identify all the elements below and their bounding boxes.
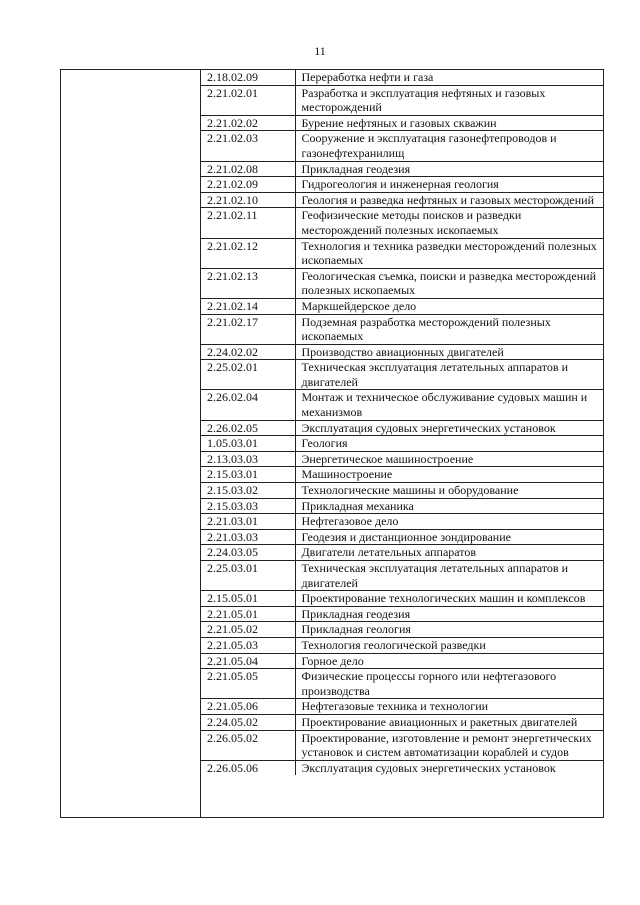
- table-row: [201, 606, 604, 622]
- specialty-name: Геодезия и дистанционное зондирование: [295, 529, 604, 545]
- specialty-name: Маркшейдерское дело: [295, 298, 604, 314]
- specialty-name: Технология и техника разведки месторождений полезных ископаемых: [295, 238, 604, 268]
- page-number: 11: [314, 44, 326, 58]
- specialty-code: 2.21.02.12: [201, 238, 295, 268]
- table-row: [201, 467, 604, 483]
- specialty-name: Техническая эксплуатация летательных аппаратов и двигателей: [295, 360, 604, 390]
- specialty-name: Технология геологической разведки: [295, 637, 604, 653]
- specialty-code: 2.13.03.03: [201, 451, 295, 467]
- specialty-name: Прикладная геодезия: [295, 606, 604, 622]
- table-row: [201, 208, 604, 238]
- specialty-name: Проектирование, изготовление и ремонт энергетических установок и систем автоматизации кораблей и судов: [295, 730, 604, 760]
- table-row: [201, 268, 604, 298]
- specialty-code: 2.24.02.02: [201, 344, 295, 360]
- specialty-code: 2.21.02.03: [201, 131, 295, 161]
- specialty-code: 2.21.02.08: [201, 161, 295, 177]
- specialty-name: Подземная разработка месторождений полезных ископаемых: [295, 314, 604, 344]
- specialty-code: 1.05.03.01: [201, 436, 295, 452]
- specialty-code: 2.21.05.06: [201, 699, 295, 715]
- table-row: [201, 85, 604, 115]
- table-row: [201, 637, 604, 653]
- specialty-code: 2.21.05.04: [201, 653, 295, 669]
- table-row: [201, 161, 604, 177]
- specialty-name: Нефтегазовые техника и технологии: [295, 699, 604, 715]
- table-row: [201, 669, 604, 699]
- table-row: [201, 70, 604, 85]
- specialty-code: 2.21.05.02: [201, 622, 295, 638]
- specialty-name: Проектирование технологических машин и комплексов: [295, 591, 604, 607]
- specialty-name: Геологическая съемка, поиски и разведка месторождений полезных ископаемых: [295, 268, 604, 298]
- specialty-name: Техническая эксплуатация летательных аппаратов и двигателей: [295, 561, 604, 591]
- specialty-code: 2.21.05.01: [201, 606, 295, 622]
- table-row: [201, 390, 604, 420]
- table-row: [201, 699, 604, 715]
- table-row: [201, 730, 604, 760]
- specialty-code: 2.21.05.05: [201, 669, 295, 699]
- specialty-code: 2.15.05.01: [201, 591, 295, 607]
- table-row: [201, 622, 604, 638]
- table-row: [201, 238, 604, 268]
- specialty-code: 2.26.02.05: [201, 420, 295, 436]
- specialty-code: 2.21.02.02: [201, 115, 295, 131]
- specialty-code: 2.21.02.13: [201, 268, 295, 298]
- specialty-name: Прикладная механика: [295, 498, 604, 514]
- specialty-code: 2.26.02.04: [201, 390, 295, 420]
- specialty-name: Бурение нефтяных и газовых скважин: [295, 115, 604, 131]
- table-row: [201, 314, 604, 344]
- table-row: [201, 514, 604, 530]
- specialty-name: Энергетическое машиностроение: [295, 451, 604, 467]
- specialty-name: Производство авиационных двигателей: [295, 344, 604, 360]
- table-row: [201, 760, 604, 775]
- specialty-code: 2.21.02.14: [201, 298, 295, 314]
- table-row: [201, 420, 604, 436]
- specialty-code: 2.15.03.01: [201, 467, 295, 483]
- specialty-name: Монтаж и техническое обслуживание судовых машин и механизмов: [295, 390, 604, 420]
- table-row: [201, 360, 604, 390]
- specialty-name: Переработка нефти и газа: [295, 70, 604, 85]
- specialty-code: 2.21.03.03: [201, 529, 295, 545]
- specialty-code: 2.25.03.01: [201, 561, 295, 591]
- specialty-name: Машиностроение: [295, 467, 604, 483]
- table-row: [201, 483, 604, 499]
- specialty-name: Геология: [295, 436, 604, 452]
- table-row: [201, 436, 604, 452]
- specialty-name: Разработка и эксплуатация нефтяных и газовых месторождений: [295, 85, 604, 115]
- table-row: [201, 529, 604, 545]
- specialty-name: Эксплуатация судовых энергетических установок: [301, 760, 556, 775]
- table-row: [201, 344, 604, 360]
- specialty-name: Прикладная геодезия: [295, 161, 604, 177]
- table-row: [201, 714, 604, 730]
- table-row: [201, 177, 604, 193]
- specialty-name: Сооружение и эксплуатация газонефтепроводов и газонефтехранилищ: [295, 131, 604, 161]
- specialty-code: 2.26.05.06: [201, 760, 295, 775]
- specialties-list: [201, 70, 604, 775]
- table-row: [201, 653, 604, 669]
- specialty-code: 2.21.02.09: [201, 177, 295, 193]
- table-row: [201, 115, 604, 131]
- specialty-name: Геофизические методы поисков и разведки месторождений полезных ископаемых: [295, 208, 604, 238]
- specialty-name: Двигатели летательных аппаратов: [295, 545, 604, 561]
- specialty-name: Прикладная геология: [295, 622, 604, 638]
- specialty-code: 2.21.05.03: [201, 637, 295, 653]
- specialty-name: Горное дело: [295, 653, 604, 669]
- table-row: [201, 298, 604, 314]
- specialties-table: [60, 69, 604, 818]
- table-row: [201, 591, 604, 607]
- specialty-code: 2.21.02.17: [201, 314, 295, 344]
- specialty-code: 2.15.03.02: [201, 483, 295, 499]
- specialty-code: 2.21.02.01: [201, 85, 295, 115]
- specialty-code: 2.25.02.01: [201, 360, 295, 390]
- specialty-name: Проектирование авиационных и ракетных двигателей: [295, 714, 604, 730]
- table-row: [201, 192, 604, 208]
- specialty-name: Гидрогеология и инженерная геология: [295, 177, 604, 193]
- specialty-name: Технологические машины и оборудование: [295, 483, 604, 499]
- specialty-name: Физические процессы горного или нефтегазового производства: [295, 669, 604, 699]
- specialty-code: 2.24.03.05: [201, 545, 295, 561]
- table-row: [201, 561, 604, 591]
- table-row: [201, 545, 604, 561]
- empty-first-column: [61, 70, 201, 817]
- specialty-code: 2.18.02.09: [201, 70, 295, 85]
- table-row: [201, 451, 604, 467]
- specialty-name: Геология и разведка нефтяных и газовых месторождений: [295, 192, 604, 208]
- specialty-name: Нефтегазовое дело: [295, 514, 604, 530]
- table-row: [201, 498, 604, 514]
- table-row: [201, 131, 604, 161]
- table-body: [201, 70, 604, 775]
- specialty-code: 2.15.03.03: [201, 498, 295, 514]
- specialty-code: 2.21.02.11: [201, 208, 295, 238]
- specialty-code: 2.24.05.02: [201, 714, 295, 730]
- specialty-code: 2.26.05.02: [201, 730, 295, 760]
- specialty-name: Эксплуатация судовых энергетических установок: [295, 420, 604, 436]
- specialty-code: 2.21.03.01: [201, 514, 295, 530]
- specialty-code: 2.21.02.10: [201, 192, 295, 208]
